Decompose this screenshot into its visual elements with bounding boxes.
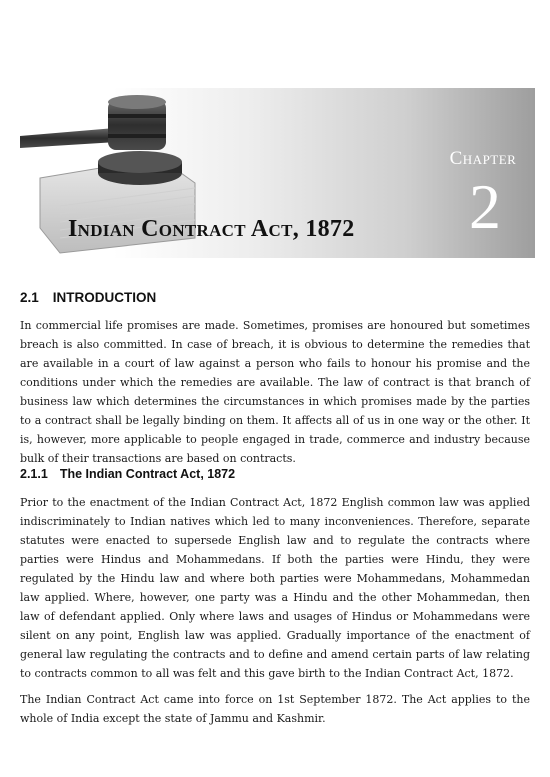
chapter-number: 2 bbox=[469, 171, 501, 242]
section-title: INTRODUCTION bbox=[52, 290, 157, 305]
commencement-paragraph: The Indian Contract Act came into force on 1st September 1872. The Act applies to the whole of India except the state of Jammu and Kashmir. bbox=[20, 693, 530, 725]
section-number: 2.1 bbox=[20, 290, 39, 305]
section-heading bbox=[20, 290, 156, 305]
chapter-title: Indian Contract Act, 1872 bbox=[68, 216, 355, 242]
history-paragraph: Prior to the enactment of the Indian Contract Act, 1872 English common law was applied indiscriminately to Indian natives which led to many inconveniences. Therefore, separate statutes were enacted to supersede English law and to regulate the contracts where parties were Hindus and Mohammedans. If both the parties were Hindu, they were regulated by the Hindu law and where both parties were Mohammedans, Mohammedan law applied. Where, however, one party was a Hindu and the other Mohammedan, then law of defendant applied. Only where laws and usages of Hindus or Mohammedans were silent on any point, English law was applied. Gradually importance of the enactment of general law regulating the contracts and to define and amend certain parts of law relating to contracts common to all was felt and this gave birth to the Indian Contract Act, 1872. bbox=[20, 496, 530, 680]
chapter-label: Chapter bbox=[449, 148, 517, 169]
subsection-title: The Indian Contract Act, 1872 bbox=[59, 467, 236, 481]
subsection-number: 2.1.1 bbox=[20, 467, 48, 481]
subsection-heading bbox=[20, 467, 235, 481]
introduction-paragraph: In commercial life promises are made. Sometimes, promises are honoured but sometimes breach is also committed. In case of breach, it is obvious to determine the remedies that are available in a court of law against a person who fails to honour his promise and the conditions under which the remedies are available. The law of contract is that branch of business law which determines the circumstances in which promises made by the parties to a contract shall be legally binding on them. It affects all of us in one way or the other. It is, however, more applicable to people engaged in trade, commerce and industry because bulk of their transactions are based on contracts. bbox=[20, 319, 530, 465]
